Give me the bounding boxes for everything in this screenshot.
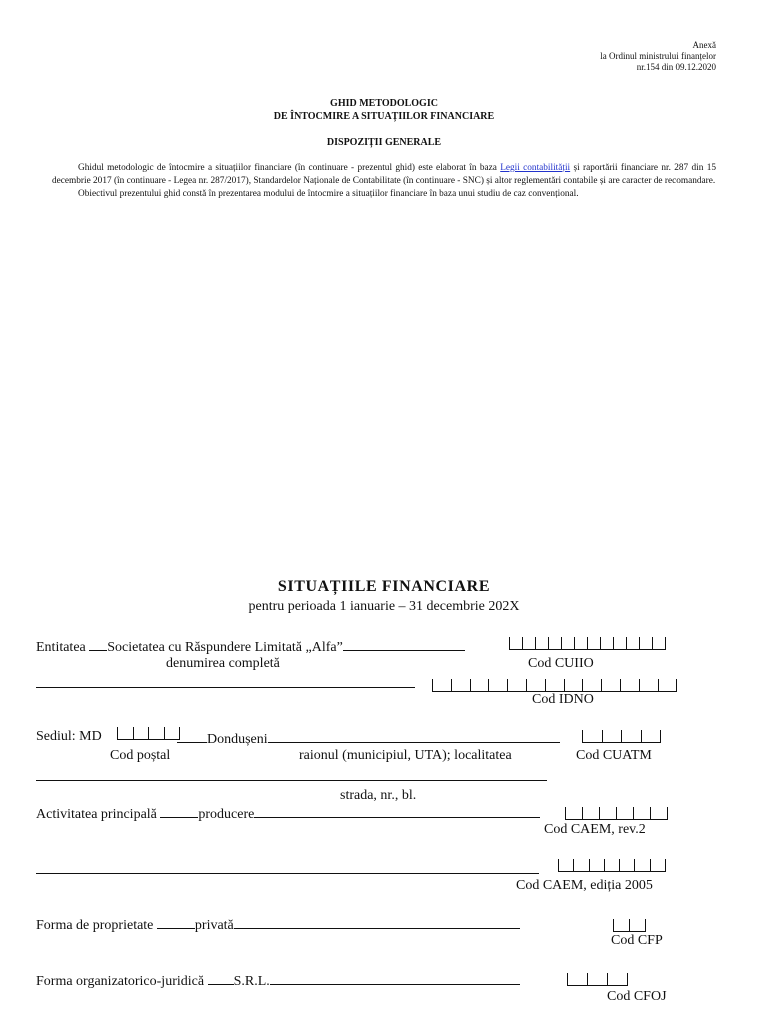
- paragraph-1: Ghidul metodologic de întocmire a situațiilor financiare (în continuare - prezentul ghid) este elaborat în baza Legii contabilității și raportării financiare nr. 287 din 15 decembrie 2017 (în continuare - Legea nr. 287/2017), Standardelor Naționale de Contabilitate (în continuare - SNC) și altor reglementări contabile și are caracter de recomandare.: [52, 163, 716, 186]
- intro-text: [52, 162, 716, 201]
- guide-title-1: GHID METODOLOGIC: [330, 98, 438, 109]
- sediu-row: [36, 729, 102, 745]
- form-title: SITUAȚIILE FINANCIARE: [277, 578, 491, 595]
- property-label: Forma de proprietate: [36, 918, 157, 933]
- sediu-label: Sediul: MD: [36, 729, 102, 744]
- cuatm-boxes[interactable]: [582, 730, 661, 743]
- activity-label: Activitatea principală: [36, 807, 161, 822]
- paragraph-2: Obiectivul prezentului ghid constă în prezentarea modului de întocmire a situațiilor financiare în baza unui studiu de caz convențional.: [78, 189, 579, 199]
- activity-value: producere: [198, 807, 255, 822]
- property-row: [36, 915, 520, 934]
- entity-label: Entitatea: [36, 640, 90, 655]
- guide-title-2: DE ÎNTOCMIRE A SITUAȚIILOR FINANCIARE: [273, 111, 495, 122]
- cod-cuiio-label: Cod CUIIO: [528, 656, 594, 671]
- raion-caption: raionul (municipiul, UTA); localitatea: [299, 748, 512, 763]
- activity-extra-line[interactable]: [36, 873, 539, 874]
- entity-name-line[interactable]: [36, 687, 415, 688]
- caem-rev2-boxes[interactable]: [565, 807, 668, 820]
- idno-boxes[interactable]: [432, 679, 677, 692]
- locality-row: [177, 729, 560, 748]
- legal-form-value: S.R.L.: [233, 974, 270, 989]
- property-value: privată: [194, 918, 234, 933]
- cod-caem-rev2-label: Cod CAEM, rev.2: [544, 822, 646, 837]
- section-title: DISPOZIȚII GENERALE: [326, 137, 442, 148]
- cod-cuatm-label: Cod CUATM: [576, 748, 652, 763]
- cod-idno-label: Cod IDNO: [532, 692, 594, 707]
- accounting-law-link[interactable]: Legii contabilității: [500, 163, 571, 173]
- entity-row: [36, 637, 465, 656]
- postal-code-boxes[interactable]: [117, 727, 180, 740]
- annex-header: [600, 40, 716, 73]
- caem-2005-boxes[interactable]: [558, 859, 666, 872]
- cuiio-boxes[interactable]: [509, 637, 666, 650]
- cod-postal-label: Cod poștal: [110, 748, 171, 763]
- annex-line-3: nr.154 din 09.12.2020: [636, 62, 716, 72]
- annex-line-2: la Ordinul ministrului finanțelor: [600, 51, 716, 61]
- sediu-locality: Dondușeni: [207, 732, 268, 747]
- legal-form-label: Forma organizatorico-juridică: [36, 974, 208, 989]
- cod-cfp-label: Cod CFP: [611, 933, 663, 948]
- cod-cfoj-label: Cod CFOJ: [607, 989, 667, 1004]
- annex-line-1: Anexă: [692, 40, 716, 50]
- entity-value: Societatea cu Răspundere Limitată „Alfa”: [107, 640, 343, 655]
- form-period: pentru perioada 1 ianuarie – 31 decembrie 202X: [248, 599, 520, 614]
- cod-caem-2005-label: Cod CAEM, ediția 2005: [516, 878, 653, 893]
- street-caption: strada, nr., bl.: [340, 788, 417, 803]
- activity-row: [36, 804, 540, 823]
- street-line[interactable]: [36, 780, 547, 781]
- cfp-boxes[interactable]: [613, 919, 646, 932]
- entity-caption: denumirea completă: [166, 656, 280, 671]
- legal-form-row: [36, 971, 520, 990]
- cfoj-boxes[interactable]: [567, 973, 628, 986]
